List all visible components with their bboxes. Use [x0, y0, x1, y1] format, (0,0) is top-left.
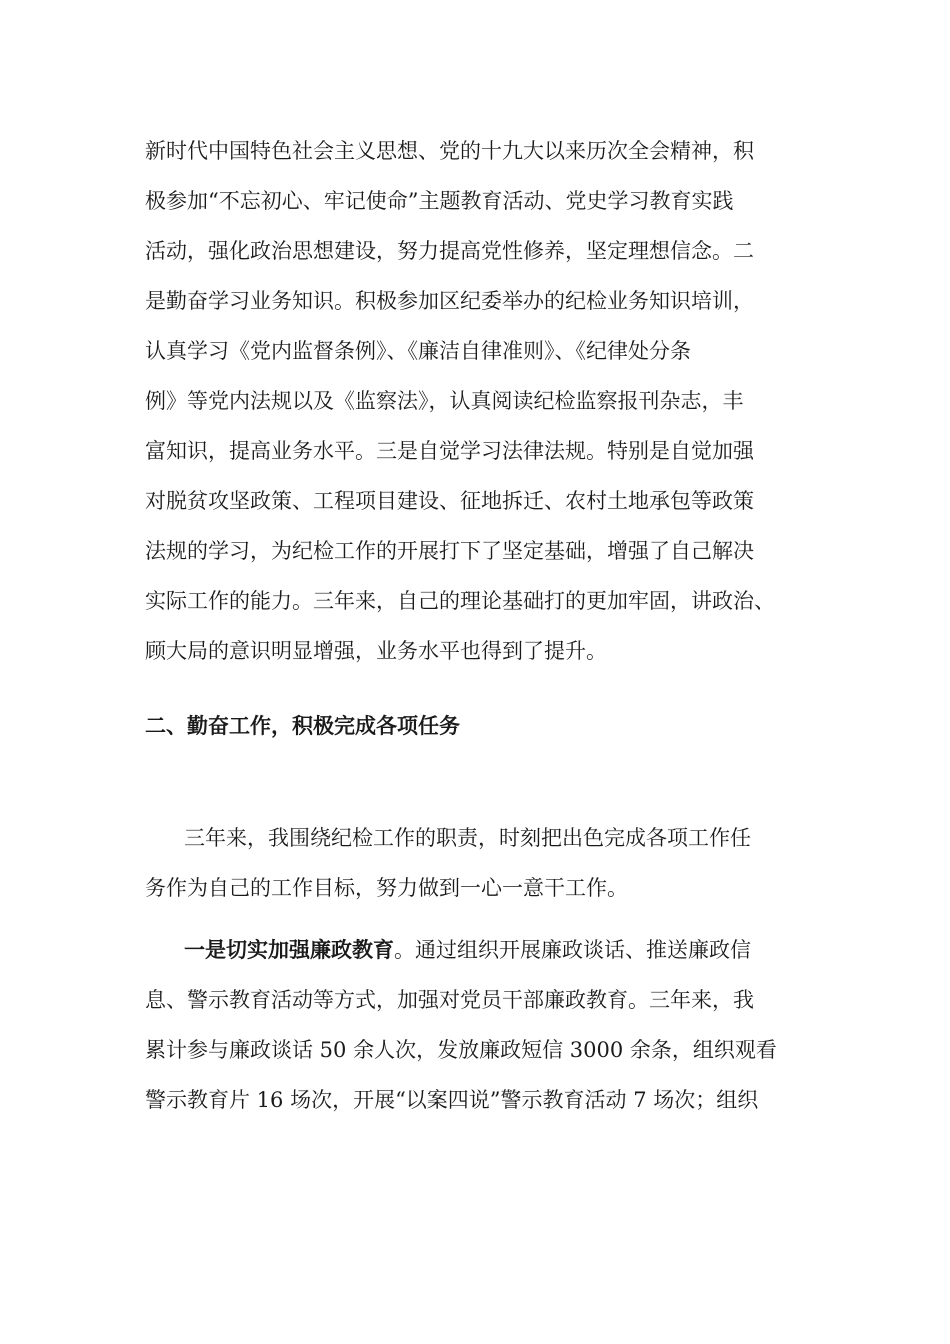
- paragraph-1-line-10: 实际工作的能力。三年来，自己的理论基础打的更加牢固，讲政治、: [145, 589, 775, 613]
- paragraph-2-line-1: 三年来，我围绕纪检工作的职责，时刻把出色完成各项工作任: [184, 826, 751, 850]
- paragraph-1-line-2: 极参加“不忘初心、牢记使命”主题教育活动、党史学习教育实践: [145, 189, 734, 213]
- paragraph-3-line-4: 警示教育片 16 场次，开展“以案四说”警示教育活动 7 场次；组织: [145, 1088, 759, 1112]
- paragraph-1-line-11: 顾大局的意识明显增强，业务水平也得到了提升。: [145, 639, 607, 663]
- paragraph-1-line-7: 富知识，提高业务水平。三是自觉学习法律法规。特别是自觉加强: [145, 439, 754, 463]
- paragraph-3-line-3: 累计参与廉政谈话 50 余人次，发放廉政短信 3000 余条，组织观看: [145, 1038, 777, 1062]
- paragraph-3-line-1: [184, 935, 844, 965]
- paragraph-1-line-4: 是勤奋学习业务知识。积极参加区纪委举办的纪检业务知识培训，: [145, 289, 754, 313]
- paragraph-3-lead-bold: 一是切实加强廉政教育: [184, 937, 394, 962]
- paragraph-1-line-8: 对脱贫攻坚政策、工程项目建设、征地拆迁、农村土地承包等政策: [145, 489, 754, 513]
- paragraph-1-line-3: 活动，强化政治思想建设，努力提高党性修养，坚定理想信念。二: [145, 239, 754, 263]
- paragraph-3-lead-rest: 。通过组织开展廉政谈话、推送廉政信: [394, 938, 751, 962]
- paragraph-1-line-1: 新时代中国特色社会主义思想、党的十九大以来历次全会精神，积: [145, 139, 754, 163]
- paragraph-1-line-9: 法规的学习，为纪检工作的开展打下了坚定基础，增强了自己解决: [145, 539, 754, 563]
- paragraph-3-line-2: 息、警示教育活动等方式，加强对党员干部廉政教育。三年来，我: [145, 988, 754, 1012]
- paragraph-1-line-5: 认真学习《党内监督条例》、《廉洁自律准则》、《纪律处分条: [145, 339, 691, 363]
- paragraph-2-line-2: 务作为自己的工作目标，努力做到一心一意干工作。: [145, 876, 628, 900]
- paragraph-1-line-6: 例》等党内法规以及《监察法》，认真阅读纪检监察报刊杂志，丰: [145, 389, 744, 413]
- section-heading: 二、勤奋工作，积极完成各项任务: [145, 713, 460, 738]
